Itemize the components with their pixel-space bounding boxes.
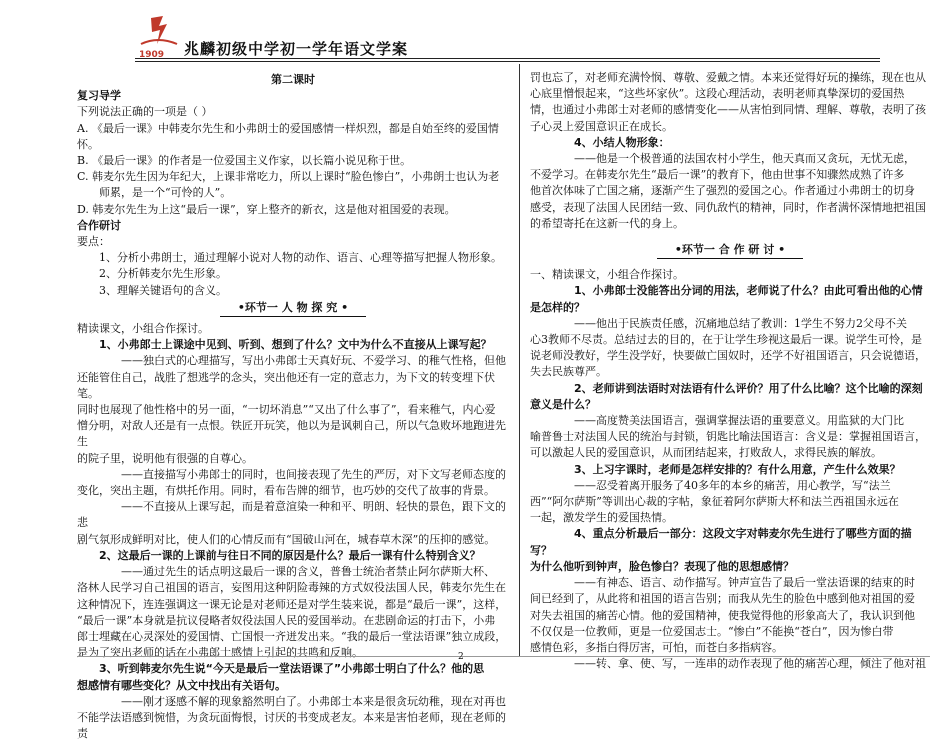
answer-2-line: ——通过先生的话点明这最后一课的含义，普鲁士统治者禁止阿尔萨斯大杯、 (121, 565, 495, 579)
logo-year: 1909 (139, 50, 165, 60)
left-column (77, 70, 509, 742)
school-logo-icon (133, 14, 183, 60)
answer-1-line: ——他出于民族责任感，沉痛地总结了教训：1学生不努力2父母不关 (574, 316, 907, 330)
answer-1-line: 失去民族尊严。 (530, 365, 607, 379)
option-d: D. 韩麦尔先生为上这“最后一课”，穿上整齐的新衣，这是他对祖国爱的表现。 (77, 202, 456, 216)
review-heading: 复习导学 (77, 89, 121, 103)
answer-1-line: 的院子里，说明他有很强的自尊心。 (77, 451, 253, 465)
answer-1-line: 还能管住自己，战胜了想逃学的念头，突出他还有一定的意志力，为下文的转变埋下伏笔。 (77, 370, 495, 400)
page-number: 2 (458, 652, 464, 662)
answer-2-line: ——高度赞美法国语言，强调掌握法语的重要意义。用监狱的大门比 (574, 414, 904, 428)
intro-text: 精读课文，小组合作探讨。 (77, 322, 209, 336)
answer-1-line: 心3教师不尽责。总结过去的目的，在于让学生珍视这最后一课。说学生可怜，是 (530, 333, 922, 347)
question-3: 3、听到韩麦尔先生说“今天是最后一堂法语课了”小弗郎士明白了什么？他的思 (99, 662, 485, 676)
summary-line: 感受，表现了法国人民团结一致、同仇敌忾的精神，同时，作者满怀深情地把祖国 (530, 200, 926, 214)
answer-1b-line: ——直接描写小弗郎士的同时，也间接表现了先生的严厉，对下文写老师态度的 (121, 467, 506, 481)
column-divider (519, 64, 520, 656)
question-3-cont: 想感情有哪些变化？从文中找出有关语句。 (77, 678, 286, 692)
answer-4-line: 对失去祖国的痛苦心情。他的爱国精神，使我觉得他的形象高大了，我认识到他 (530, 608, 915, 622)
header-rule (135, 58, 880, 62)
answer-1-line: ——独白式的心理描写，写出小弗郎士天真好玩、不爱学习、的稚气性格，但他 (121, 354, 506, 368)
summary-line: ——他是一个极普通的法国农村小学生，他天真而又贪玩，无忧无虑， (574, 152, 915, 166)
question-1: 1、小弗郎士没能答出分词的用法，老师说了什么？由此可看出他的心情 (574, 284, 923, 298)
footer-rule (77, 656, 930, 657)
option-a: A. 《最后一课》中韩麦尔先生和小弗朗士的爱国感情一样炽烈，都是自始至终的爱国情怀。 (77, 121, 499, 151)
option-c: C. 韩麦尔先生因为年纪大，上课非常吃力，所以上课时“脸色惨白”，小弗朗士也认为老 (77, 170, 500, 184)
answer-1-line: 憎分明，对敌人还是有一点恨。铁匠开玩笑，他以为是讽刺自己，所以气急败坏地跑进先生 (77, 419, 506, 449)
question-2-cont: 意义是什么？ (530, 397, 596, 411)
answer-2-line: 喻普鲁士对法国人民的统治与封锁，钥匙比喻法国语言：含义是：掌握祖国语言， (530, 430, 926, 444)
summary-heading: 4、小结人物形象： (574, 135, 670, 149)
lesson-title: 第二课时 (271, 73, 315, 86)
point-2: 2、分析韩麦尔先生形象。 (99, 267, 227, 281)
cont-line: 罚也忘了，对老师充满怜悯、尊敬、爱戴之情。本来还觉得好玩的操练，现在也从 (530, 71, 926, 84)
answer-1-line: 说老师没教好，学生没学好，快要做亡国奴时，还学不好祖国语言，只会说德语， (530, 349, 926, 363)
question-2: 2、老师讲到法语时对法语有什么评价？用了什么比喻？这个比喻的深刻 (574, 381, 923, 395)
answer-3-line: 一起，激发学生的爱国热情。 (530, 511, 673, 525)
points-label: 要点： (77, 235, 110, 249)
summary-line: 他首次体味了亡国之痛，逐渐产生了强烈的爱国之心。作者通过小弗朗士的切身 (530, 184, 915, 198)
answer-2-line: 洛林人民学习自己祖国的语言，妄图用这种阴险毒辣的方式奴役法国人民，韩麦尔先生在 (77, 581, 506, 595)
answer-2-line: “最后一课”本身就是抗议侵略者奴役法国人民的爱国举动。在悲剧命运的打击下，小弗 (77, 613, 496, 627)
question-2: 2、这最后一课的上课前与往日不同的原因是什么？最后一课有什么特别含义？ (99, 548, 481, 562)
page-header (0, 0, 950, 70)
question-3: 3、上习字课时，老师是怎样安排的？有什么用意，产生什么效果？ (574, 462, 901, 476)
cont-line: 子心灵上爱国意识正在成长。 (530, 119, 673, 133)
answer-3-line: 不能学法语感到惋惜，为贪玩面悔恨，讨厌的书变成老友。本来是害怕老师，现在老师的责 (77, 710, 506, 741)
answer-1c-line: 剧气氛形成鲜明对比，使人们的心情反而有“国破山河在，城春草木深”的压抑的感觉。 (77, 532, 496, 546)
question-1-cont: 是怎样的？ (530, 300, 585, 314)
answer-2-line: 是为了突出老师的话在小弗郎士感情上引起的共鸣和反响。 (77, 646, 363, 660)
question-1: 1、小弗郎士上课途中见到、听到、想到了什么？文中为什么不直接从上课写起？ (99, 338, 492, 352)
answer-3-line: ——忍受着离开服务了40多年的本乡的痛苦，用心教学，写“法兰 (574, 478, 891, 492)
answer-4-line: ——有神态、语言、动作描写。钟声宣告了最后一堂法语课的结束的时 (574, 576, 915, 590)
answer-3-line: ——刚才逐感不解的现象豁然明白了。小弗郎士本来是很贪玩幼稚，现在对再也 (121, 694, 506, 708)
option-c-cont: 师累，是一个“可怜的人”。 (99, 186, 232, 200)
question-4: 4、重点分析最后一部分：这段文字对韩麦尔先生进行了哪些方面的描写？ (530, 527, 912, 557)
answer-3-line: 西”“阿尔萨斯”等训出心裁的字帖，象征着阿尔萨斯大杯和法兰西祖国永远在 (530, 495, 899, 509)
intro-text: 一、精读课文，小组合作探讨。 (530, 268, 684, 282)
answer-2-line: 这种情况下，连连强调这一课无论是对老师还是对学生装来说，都是“最后一课”，这样， (77, 597, 507, 611)
right-column (530, 70, 930, 672)
section-bar-cooperate: •环节一 合 作 研 讨 • (530, 242, 930, 259)
point-3: 3、理解关键语句的含义。 (99, 283, 227, 297)
summary-line: 的希望寄托在这新一代的身上。 (530, 216, 684, 230)
summary-line: 不爱学习。在韩麦尔先生“最后一课”的教育下，他由世事不知骤然成熟了许多 (530, 168, 905, 182)
cont-line: 心底里憎恨起来，“这些坏家伙”。这段心理活动，表明老师真挚深切的爱国热 (530, 87, 905, 101)
section-bar-character: •环节一 人 物 探 究 • (77, 300, 509, 317)
school-title: 兆麟初级中学初一学年语文学案 (184, 40, 409, 58)
answer-2-line: 可以激起人民的爱国意识，从而团结起来，打败敌人，求得民族的解放。 (530, 446, 882, 460)
answer-4-line: 间已经到了，从此将和祖国的语言告别；而我从先生的脸色中感到他对祖国的爱 (530, 592, 915, 606)
answer-4-line: 不仅仅是一位教师，更是一位爱国志士。“惨白”不能换“苍白”，因为惨白带 (530, 624, 894, 638)
answer-2-line: 郎士埋藏在心灵深处的爱国情、亡国恨一齐迸发出来。“我的最后一堂法语课”独立成段， (77, 629, 507, 643)
answer-4-line: 感情色彩，多指白得厉害，可怕，而苍白多指病容。 (530, 640, 783, 654)
answer-1c-line: ——不直接从上课写起，而是着意渲染一种和平、明朗、轻快的景色，跟下文的悲 (77, 500, 506, 530)
point-1: 1、分析小弗朗士，通过理解小说对人物的动作、语言、心理等描写把握人物形象。 (99, 251, 502, 265)
question-stem: 下列说法正确的一项是（ ） (77, 105, 213, 119)
answer-4b-line: ——转、拿、使、写，一连串的动作表现了他的痛苦心理，倾注了他对祖 (574, 657, 926, 671)
option-b: B. 《最后一课》的作者是一位爱国主义作家，以长篇小说见称于世。 (77, 154, 412, 168)
question-4-cont: 为什么他听到钟声，脸色惨白？表现了他的思想感情？ (530, 559, 794, 573)
answer-1b-line: 变化，突出主题，有烘托作用。同时，看布告牌的细节，也巧妙的交代了故事的背景。 (77, 484, 495, 498)
cont-line: 情，也通过小弗郎士对老师的感情变化——从害怕到同情、理解、尊敬，表明了孩 (530, 103, 926, 117)
cooperate-heading: 合作研讨 (77, 218, 121, 232)
answer-1-line: 同时也展现了他性格中的另一面，“一切坏消息”“又出了什么事了”，看来稚气，内心爱 (77, 403, 496, 417)
